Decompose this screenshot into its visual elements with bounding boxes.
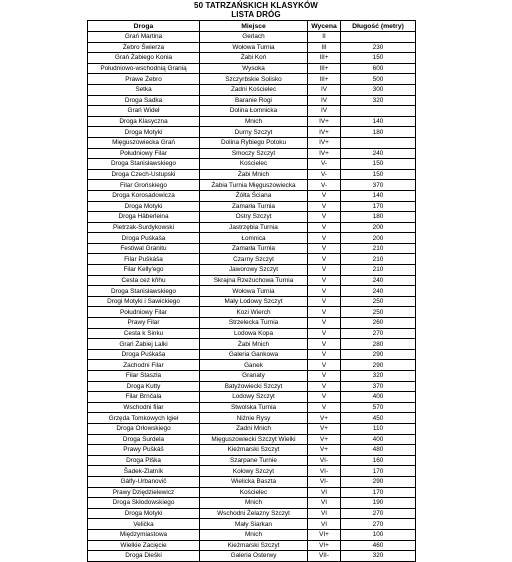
grade-cell: V+ [308,434,341,445]
table-row [88,212,416,223]
place-cell: Dolina Rybiego Potoku [200,137,308,148]
length-cell: 160 [341,455,416,466]
place-cell: Mnich [200,498,308,509]
grade-cell: IV+ [308,127,341,138]
place-cell: Zamarła Turnia [200,201,308,212]
grade-cell: V [308,349,341,360]
table-row [88,190,416,201]
place-cell: Szarpane Turnie [200,455,308,466]
route-cell: Festiwal Granitu [88,243,200,254]
document-subtitle: LISTA DRÓG [231,10,281,19]
route-cell: Prawy Dziędzielewicz [88,487,200,498]
table-row [88,201,416,212]
grade-cell: V [308,402,341,413]
route-cell: Droga Skłodowskiego [88,498,200,509]
grade-cell: V [308,243,341,254]
route-cell: Cesta cez kňhu [88,275,200,286]
length-cell: 240 [341,148,416,159]
table-row [88,519,416,530]
grade-cell: VI- [308,466,341,477]
table-row [88,402,416,413]
grade-cell: III+ [308,74,341,85]
length-cell: 320 [341,371,416,382]
grade-cell: VI- [308,455,341,466]
length-cell: 260 [341,318,416,329]
place-cell: Żabi Mnich [200,339,308,350]
place-cell: Lodowa Kopa [200,328,308,339]
place-cell: Granaty [200,371,308,382]
place-cell: Zamarła Turnia [200,243,308,254]
grade-cell: III [308,42,341,53]
table-row [88,265,416,276]
length-cell: 250 [341,307,416,318]
length-cell: 480 [341,445,416,456]
column-header-grade: Wycena [308,21,341,32]
grade-cell: IV+ [308,116,341,127]
place-cell: Kozi Wierch [200,307,308,318]
grade-cell: V [308,339,341,350]
grade-cell: V- [308,180,341,191]
column-header-length: Długość (metry) [341,21,416,32]
table-row [88,74,416,85]
place-cell: Mały Lodowy Szczyt [200,296,308,307]
document-title: 50 TATRZAŃSKICH KLASYKÓW [194,1,318,10]
route-cell: Żebro Świerza [88,42,200,53]
length-cell: 280 [341,339,416,350]
table-row [88,381,416,392]
route-cell: Pietrzak-Surdykowski [88,222,200,233]
route-cell: Droga Motyki [88,201,200,212]
length-cell: 100 [341,529,416,540]
grade-cell: V+ [308,413,341,424]
grade-cell: V [308,296,341,307]
length-cell: 200 [341,222,416,233]
route-cell: Droga Motyki [88,508,200,519]
route-cell: Zachodni Filar [88,360,200,371]
grade-cell: V [308,265,341,276]
route-cell: Droga Stanisławskiego [88,159,200,170]
route-cell: Droga Sadka [88,95,200,106]
place-cell: Żabi Koń [200,53,308,64]
length-cell: 370 [341,180,416,191]
table-row [88,307,416,318]
place-cell: Batyżowiecki Szczyt [200,381,308,392]
table-row [88,296,416,307]
table-row [88,318,416,329]
length-cell: 150 [341,169,416,180]
place-cell: Ostry Szczyt [200,212,308,223]
length-cell: 140 [341,116,416,127]
length-cell: 210 [341,254,416,265]
table-row [88,328,416,339]
length-cell: 270 [341,328,416,339]
grade-cell: VI- [308,476,341,487]
route-cell: Filar Kelly'ego [88,265,200,276]
grade-cell: V [308,201,341,212]
grade-cell: III+ [308,63,341,74]
route-cell: Filar Staszla [88,371,200,382]
route-cell: Prawe Żebro [88,74,200,85]
place-cell: Mały Siarkan [200,519,308,530]
length-cell: 290 [341,476,416,487]
length-cell: 170 [341,201,416,212]
table-row [88,360,416,371]
place-cell: Galeria Gankowa [200,349,308,360]
grade-cell: VI+ [308,540,341,551]
table-row [88,180,416,191]
table-row [88,413,416,424]
length-cell: 290 [341,349,416,360]
place-cell: Dolina Łomnicka [200,106,308,117]
route-cell: Droga Häberleina [88,212,200,223]
grade-cell: IV [308,106,341,117]
grade-cell: VI [308,508,341,519]
grade-cell: VI [308,519,341,530]
route-cell: Droga Motyki [88,127,200,138]
column-header-route: Droga [88,21,200,32]
route-cell: Międzymiastowa [88,529,200,540]
place-cell: Kieżmarski Szczyt [200,445,308,456]
route-cell: Prawy Filar [88,318,200,329]
route-cell: Grzęda Tomkowych Igieł [88,413,200,424]
route-cell: Wielkie Zacięcie [88,540,200,551]
route-cell: Mięguszowiecka Grań [88,137,200,148]
length-cell [341,106,416,117]
table-row [88,116,416,127]
grade-cell: V [308,307,341,318]
length-cell: 210 [341,243,416,254]
table-row [88,423,416,434]
table-row [88,275,416,286]
length-cell: 500 [341,74,416,85]
length-cell: 210 [341,265,416,276]
routes-table [87,20,416,562]
table-row [88,286,416,297]
place-cell: Mnich [200,529,308,540]
route-cell: Grań Żabiej Lalki [88,339,200,350]
table-row [88,53,416,64]
place-cell: Czarny Szczyt [200,254,308,265]
place-cell: Wschodni Żelazny Szczyt [200,508,308,519]
grade-cell: V [308,222,341,233]
route-cell: Grań Żabiego Konia [88,53,200,64]
table-row [88,392,416,403]
table-row [88,498,416,509]
table-row [88,551,416,562]
route-cell: Velička [88,519,200,530]
route-cell: Šadek-Zlatník [88,466,200,477]
length-cell: 170 [341,487,416,498]
route-cell: Drogi Motyki i Sawickiego [88,296,200,307]
place-cell: Kościelec [200,487,308,498]
route-cell: Droga Puśkaša [88,233,200,244]
grade-cell: V [308,212,341,223]
place-cell: Kołowy Szczyt [200,466,308,477]
length-cell: 110 [341,423,416,434]
place-cell: Gerlach [200,32,308,43]
length-cell: 170 [341,466,416,477]
length-cell: 320 [341,551,416,562]
place-cell: Wołowa Turnia [200,286,308,297]
route-cell: Droga Klasyczna [88,116,200,127]
route-cell: Prawy Puškáš [88,445,200,456]
table-row [88,540,416,551]
length-cell: 250 [341,296,416,307]
length-cell: 270 [341,508,416,519]
column-header-place: Miejsce [200,21,308,32]
place-cell: Zadni Mnich [200,423,308,434]
place-cell: Żółta Ściana [200,190,308,201]
route-cell: Droga Plška [88,455,200,466]
grade-cell: V [308,190,341,201]
table-row [88,487,416,498]
grade-cell: V [308,233,341,244]
table-row [88,371,416,382]
place-cell: Szczyrbskie Solisko [200,74,308,85]
route-cell: Grań Martina [88,32,200,43]
route-cell: Droga Kutty [88,381,200,392]
grade-cell: V [308,392,341,403]
table-row [88,508,416,519]
length-cell: 190 [341,498,416,509]
route-cell: Południowy Filar [88,148,200,159]
place-cell: Łomnica [200,233,308,244]
table-row [88,169,416,180]
length-cell: 230 [341,42,416,53]
route-cell: Grań Wideł [88,106,200,117]
place-cell: Wielicka Baszta [200,476,308,487]
grade-cell: II [308,32,341,43]
grade-cell: V [308,328,341,339]
length-cell: 300 [341,84,416,95]
length-cell: 240 [341,275,416,286]
grade-cell: V [308,275,341,286]
place-cell: Wysoka [200,63,308,74]
table-row [88,63,416,74]
table-row [88,42,416,53]
route-cell: Południowo-wschodnią Granią [88,63,200,74]
route-cell: Droga Stanisławskiego [88,286,200,297]
table-row [88,233,416,244]
place-cell: Mnich [200,116,308,127]
length-cell: 150 [341,159,416,170]
place-cell: Kościelec [200,159,308,170]
place-cell: Smoczy Szczyt [200,148,308,159]
length-cell: 460 [341,540,416,551]
grade-cell: V [308,360,341,371]
length-cell: 450 [341,413,416,424]
grade-cell: III+ [308,53,341,64]
length-cell [341,137,416,148]
route-cell: Filar Brnčala [88,392,200,403]
grade-cell: V- [308,159,341,170]
grade-cell: V [308,286,341,297]
grade-cell: V [308,381,341,392]
route-cell: Droga Korosadowicza [88,190,200,201]
length-cell: 140 [341,190,416,201]
grade-cell: V [308,371,341,382]
place-cell: Jastrzębia Turnia [200,222,308,233]
table-row [88,32,416,43]
place-cell: Stwolska Turnia [200,402,308,413]
route-cell: Wschodni filar [88,402,200,413]
place-cell: Kieżmarski Szczyt [200,540,308,551]
grade-cell: IV [308,95,341,106]
route-cell: Droga Surdela [88,434,200,445]
table-row [88,466,416,477]
table-row [88,137,416,148]
header-row [88,21,416,32]
place-cell: Zadni Kościelec [200,84,308,95]
grade-cell: V+ [308,423,341,434]
table-row [88,339,416,350]
length-cell: 370 [341,381,416,392]
grade-cell: IV+ [308,137,341,148]
grade-cell: VI [308,487,341,498]
route-cell: Południowy Filar [88,307,200,318]
table-row [88,106,416,117]
table-row [88,434,416,445]
grade-cell: V [308,254,341,265]
route-cell: Droga Czech-Ustupski [88,169,200,180]
table-row [88,445,416,456]
table-row [88,84,416,95]
length-cell: 600 [341,63,416,74]
route-cell: Setka [88,84,200,95]
length-cell: 150 [341,53,416,64]
grade-cell: VI [308,498,341,509]
grade-cell: IV [308,84,341,95]
length-cell [341,32,416,43]
grade-cell: V [308,318,341,329]
length-cell: 400 [341,434,416,445]
length-cell: 320 [341,95,416,106]
table-row [88,476,416,487]
length-cell: 180 [341,212,416,223]
place-cell: Skrajna Rzeżuchowa Turnia [200,275,308,286]
route-cell: Cesta k Sinku [88,328,200,339]
place-cell: Durny Szczyt [200,127,308,138]
length-cell: 270 [341,519,416,530]
length-cell: 570 [341,402,416,413]
table-row [88,243,416,254]
place-cell: Ganek [200,360,308,371]
place-cell: Strzelecka Turnia [200,318,308,329]
place-cell: Baranie Rogi [200,95,308,106]
place-cell: Żabi Mnich [200,169,308,180]
route-cell: Gálfy-Urbanovič [88,476,200,487]
table-row [88,127,416,138]
length-cell: 180 [341,127,416,138]
route-cell: Droga Orłowskiego [88,423,200,434]
table-row [88,349,416,360]
length-cell: 200 [341,233,416,244]
table-row [88,148,416,159]
table-body [88,32,416,562]
place-cell: Jaworowy Szczyt [200,265,308,276]
table-row [88,455,416,466]
length-cell: 400 [341,392,416,403]
route-cell: Filar Grońskiego [88,180,200,191]
length-cell: 290 [341,360,416,371]
table-row [88,95,416,106]
table-row [88,222,416,233]
grade-cell: V+ [308,445,341,456]
route-cell: Filar Puškáša [88,254,200,265]
grade-cell: IV+ [308,148,341,159]
length-cell: 240 [341,286,416,297]
route-cell: Droga Puśkaša [88,349,200,360]
place-cell: Wołowa Turnia [200,42,308,53]
route-cell: Droga Dieški [88,551,200,562]
grade-cell: VII- [308,551,341,562]
grade-cell: VI+ [308,529,341,540]
table-row [88,529,416,540]
grade-cell: V- [308,169,341,180]
place-cell: Mięguszowiecki Szczyt Wielki [200,434,308,445]
table-row [88,254,416,265]
place-cell: Lodowy Szczyt [200,392,308,403]
table-row [88,159,416,170]
place-cell: Żabia Turnia Mięguszowiecka [200,180,308,191]
place-cell: Galeria Osterwy [200,551,308,562]
place-cell: Niżnie Rysy [200,413,308,424]
